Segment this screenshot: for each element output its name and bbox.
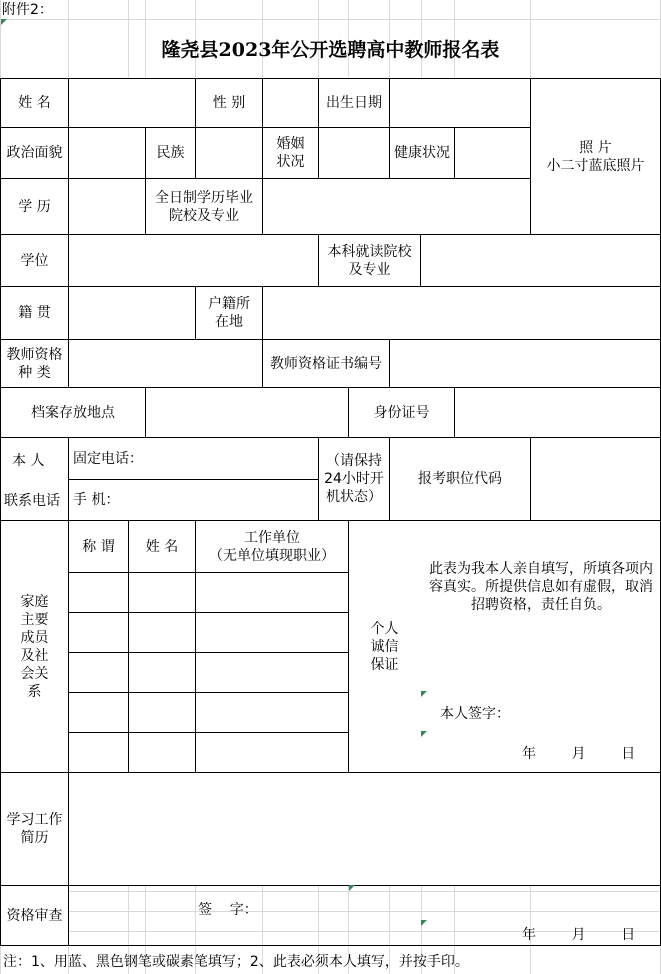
label-degree: 学位 <box>0 234 69 287</box>
input-degree[interactable] <box>68 234 319 287</box>
label-contact-self: 本 人 <box>12 453 45 469</box>
input-gender[interactable] <box>262 78 319 128</box>
label-cert-type: 教师资格 种 类 <box>0 339 69 388</box>
mobile-label: 手 机： <box>73 492 120 508</box>
photo-label: 照 片 <box>579 139 612 156</box>
label-birth: 出生日期 <box>318 78 390 128</box>
col-name: 姓 名 <box>128 520 196 573</box>
label-hukou: 户籍所 在地 <box>195 286 263 340</box>
family-relation-input[interactable] <box>68 732 129 773</box>
family-name-input[interactable] <box>128 692 196 733</box>
cell-marker <box>349 885 355 891</box>
cell-marker <box>421 920 427 926</box>
label-contact-phone: 联系电话 <box>4 493 60 509</box>
landline-label: 固定电话： <box>73 450 143 467</box>
input-marriage[interactable] <box>318 127 390 179</box>
input-birth[interactable] <box>389 78 531 128</box>
label-undergrad-school: 本科就读院校 及专业 <box>318 234 421 287</box>
gridline <box>0 19 661 20</box>
family-relation-input[interactable] <box>68 652 129 693</box>
family-work-input[interactable] <box>195 692 349 733</box>
input-id-no[interactable] <box>454 387 661 438</box>
label-politics: 政治面貌 <box>0 127 69 179</box>
label-cert-no: 教师资格证书编号 <box>262 339 390 388</box>
input-landline[interactable] <box>68 437 319 480</box>
label-resume: 学习工作 简历 <box>0 772 69 886</box>
col-work: 工作单位 （无单位填现职业） <box>195 520 349 573</box>
review-sign-label: 签 字： <box>198 902 258 918</box>
label-education: 学 历 <box>0 178 69 235</box>
pledge-box <box>420 520 661 773</box>
family-work-input[interactable] <box>195 612 349 653</box>
family-relation-input[interactable] <box>68 692 129 733</box>
input-ethnicity[interactable] <box>195 127 263 179</box>
label-keep-on: （请保持 24小时开 机状态） <box>318 437 390 521</box>
sign-date: 年 月 日 <box>522 746 636 762</box>
form-title: 隆尧县2023年公开选聘高中教师报名表 <box>161 39 500 61</box>
label-fulltime-school: 全日制学历毕业 院校及专业 <box>145 178 263 235</box>
photo-box[interactable] <box>530 78 661 235</box>
input-politics[interactable] <box>68 127 146 179</box>
label-id-no: 身份证号 <box>348 387 455 438</box>
input-undergrad-school[interactable] <box>420 234 661 287</box>
cell-marker <box>421 731 427 737</box>
label-position-code: 报考职位代码 <box>389 437 531 521</box>
input-name[interactable] <box>68 78 196 128</box>
family-name-input[interactable] <box>128 572 196 613</box>
label-ethnicity: 民族 <box>145 127 196 179</box>
label-archive: 档案存放地点 <box>0 387 146 438</box>
family-relation-input[interactable] <box>68 612 129 653</box>
family-work-input[interactable] <box>195 572 349 613</box>
family-name-input[interactable] <box>128 652 196 693</box>
label-name: 姓 名 <box>0 78 69 128</box>
family-name-input[interactable] <box>128 732 196 773</box>
review-date: 年 月 日 <box>522 927 636 943</box>
pledge-text: 此表为我本人亲自填写，所填各项内容真实。所提供信息如有虚假，取消招聘资格，责任自负。 <box>429 561 653 613</box>
label-health: 健康状况 <box>389 127 455 179</box>
input-archive[interactable] <box>145 387 349 438</box>
col-relation: 称 谓 <box>68 520 129 573</box>
input-cert-type[interactable] <box>68 339 263 388</box>
input-education[interactable] <box>68 178 146 235</box>
label-gender: 性 别 <box>195 78 263 128</box>
label-review: 资格审查 <box>0 885 69 946</box>
footer-note: 注：1、用蓝、黑色钢笔或碳素笔填写；2、此表必须本人填写，并按手印。 <box>3 954 469 970</box>
label-native: 籍 贯 <box>0 286 69 340</box>
cell-marker <box>421 691 427 697</box>
input-mobile[interactable] <box>68 479 319 521</box>
input-resume[interactable] <box>68 772 661 886</box>
family-work-input[interactable] <box>195 732 349 773</box>
label-integrity: 个人 诚信 保证 <box>348 520 421 773</box>
family-name-input[interactable] <box>128 612 196 653</box>
attachment-label: 附件2： <box>2 2 53 18</box>
input-cert-no[interactable] <box>389 339 661 388</box>
label-marriage: 婚姻 状况 <box>262 127 319 179</box>
input-health[interactable] <box>454 127 531 179</box>
family-work-input[interactable] <box>195 652 349 693</box>
input-hukou[interactable] <box>262 286 661 340</box>
family-relation-input[interactable] <box>68 572 129 613</box>
self-sign-label: 本人签字： <box>440 706 510 722</box>
input-fulltime-school[interactable] <box>262 178 531 235</box>
input-native[interactable] <box>68 286 196 340</box>
photo-spec: 小二寸蓝底照片 <box>546 157 645 174</box>
label-family: 家庭 主要 成员 及社 会关 系 <box>0 520 69 773</box>
input-position-code[interactable] <box>530 437 661 521</box>
